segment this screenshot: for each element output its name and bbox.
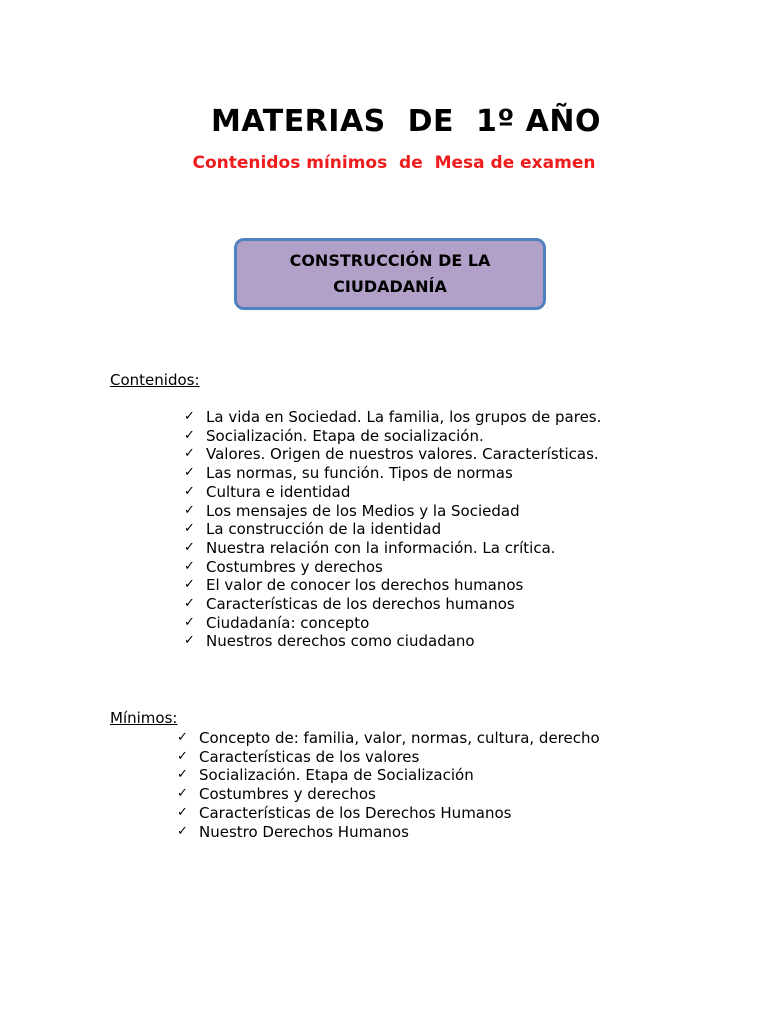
- subject-title: CONSTRUCCIÓN DE LA CIUDADANÍA: [289, 251, 491, 296]
- list-item: [184, 558, 624, 577]
- list-item-text: Características de los derechos humanos: [206, 595, 515, 614]
- check-icon: ✓: [184, 596, 195, 612]
- list-item-text: Socialización. Etapa de Socialización: [199, 766, 474, 785]
- list-item-text: La vida en Sociedad. La familia, los grupos de pares.: [206, 408, 602, 426]
- document-subtitle: Contenidos mínimos de Mesa de examen: [192, 153, 596, 173]
- list-item-text: Nuestro Derechos Humanos: [199, 822, 409, 841]
- list-item-text: Características de los valores: [199, 747, 420, 766]
- check-icon: ✓: [177, 748, 188, 764]
- list-item-text: Las normas, su función. Tipos de normas: [206, 464, 513, 483]
- check-icon: ✓: [184, 465, 195, 481]
- list-item-text: Cultura e identidad: [206, 482, 351, 501]
- list-item: [177, 823, 617, 842]
- list-item-text: El valor de conocer los derechos humanos: [206, 576, 524, 595]
- minimos-list: [177, 729, 617, 841]
- list-item: [177, 804, 617, 823]
- check-icon: ✓: [184, 614, 195, 630]
- list-item: [177, 785, 617, 804]
- list-item-text: Costumbres y derechos: [206, 557, 383, 576]
- check-icon: ✓: [184, 521, 195, 537]
- check-icon: ✓: [184, 558, 195, 574]
- list-item: [177, 748, 617, 767]
- list-item-text: Nuestra relación con la información. La crítica.: [206, 538, 556, 557]
- list-item: [184, 445, 624, 464]
- check-icon: ✓: [184, 446, 195, 462]
- check-icon: ✓: [177, 804, 188, 820]
- list-item: [177, 729, 617, 748]
- check-icon: ✓: [184, 427, 195, 443]
- list-item: [184, 539, 624, 558]
- list-item: [184, 632, 624, 651]
- list-item: [184, 483, 624, 502]
- list-item: [184, 427, 624, 446]
- list-item: [184, 576, 624, 595]
- list-item: [184, 595, 624, 614]
- check-icon: ✓: [184, 502, 195, 518]
- check-icon: ✓: [184, 483, 195, 499]
- list-item-text: Nuestros derechos como ciudadano: [206, 632, 475, 651]
- check-icon: ✓: [177, 786, 188, 802]
- contenidos-list: [184, 408, 624, 651]
- list-item: [184, 464, 624, 483]
- contenidos-heading: Contenidos:: [110, 371, 200, 389]
- check-icon: ✓: [177, 823, 188, 839]
- list-item-text: Los mensajes de los Medios y la Sociedad: [206, 501, 520, 520]
- minimos-heading: Mínimos:: [110, 709, 178, 727]
- check-icon: ✓: [184, 633, 195, 649]
- list-item-text: La construcción de la identidad: [206, 520, 442, 539]
- list-item: [184, 408, 624, 427]
- list-item: [177, 766, 617, 785]
- list-item: [184, 502, 624, 521]
- check-icon: ✓: [184, 539, 195, 555]
- list-item-text: Costumbres y derechos: [199, 785, 376, 804]
- list-item-text: Concepto de: familia, valor, normas, cultura, derecho: [199, 729, 600, 747]
- check-icon: ✓: [177, 767, 188, 783]
- list-item-text: Ciudadanía: concepto: [206, 613, 370, 632]
- check-icon: ✓: [184, 409, 195, 424]
- subject-box: [234, 238, 546, 310]
- list-item-text: Socialización. Etapa de socialización.: [206, 426, 484, 445]
- check-icon: ✓: [184, 577, 195, 593]
- check-icon: ✓: [177, 730, 188, 745]
- list-item-text: Valores. Origen de nuestros valores. Características.: [206, 445, 599, 464]
- list-item-text: Características de los Derechos Humanos: [199, 803, 512, 822]
- document-title: MATERIAS DE 1º AÑO: [210, 104, 602, 139]
- list-item: [184, 614, 624, 633]
- list-item: [184, 520, 624, 539]
